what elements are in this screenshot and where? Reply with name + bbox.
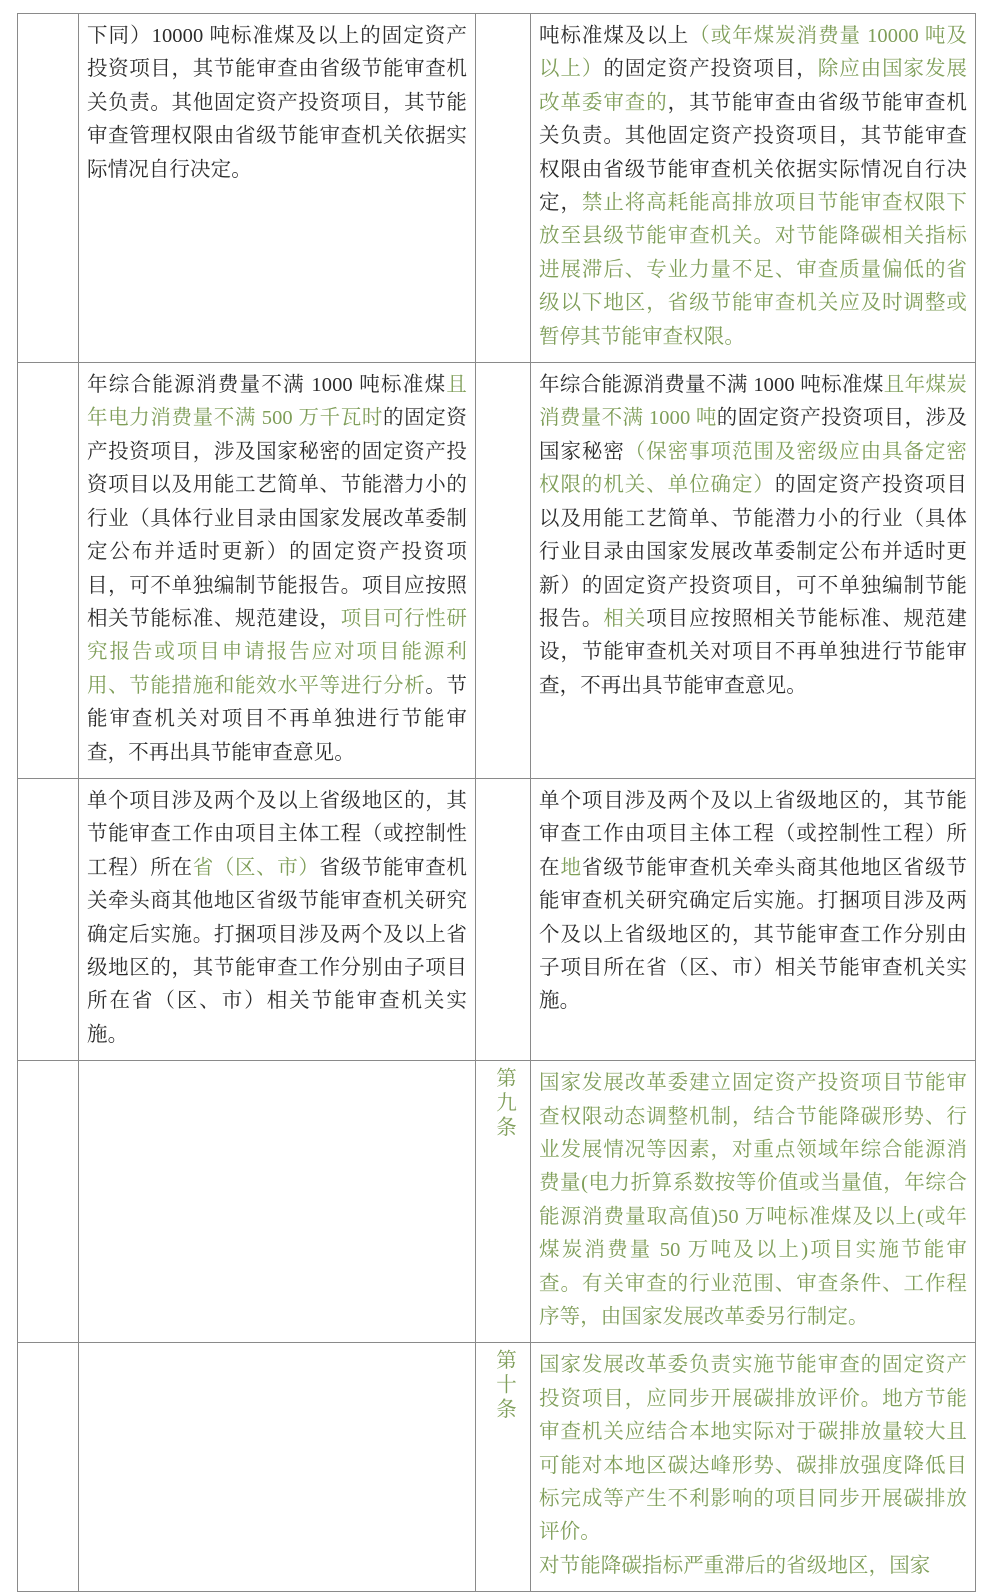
old-text-cell — [79, 778, 476, 1060]
table-row — [18, 14, 976, 363]
old-text-body — [87, 20, 467, 187]
row-index-right-cell — [476, 1343, 531, 1592]
article-label-right: 第十条 — [492, 1349, 515, 1423]
text-segment: 的固定资产投资项目以及用能工艺简单、节能潜力小的行业（具体行业目录由国家发展改革委制定公布并适时更新）的固定资产投资项目，可不单独编制节能报告。 — [539, 474, 967, 630]
text-segment: 。节能审查机关对项目不再单独进行节能审查，不再出具节能审查意见。 — [87, 674, 467, 764]
text-segment: 的固定资产投资项目，涉及国家秘密 — [539, 407, 967, 463]
text-segment-revised: （保密事项范围及密级应由具备定密权限的机关、单位确定） — [539, 440, 967, 497]
text-segment: 省级节能审查机关牵头商其他地区省级节能审查机关研究确定后实施。打捆项目涉及两个及以上省级地区的，其节能审查工作分别由子项目所在省（区、市）相关节能审查机关实施。 — [87, 856, 467, 1046]
article-label-wrap — [484, 1349, 522, 1423]
table-row — [18, 363, 976, 779]
text-segment: 项目应按照相关节能标准、规范建设，节能审查机关对项目不再单独进行节能审查，不再出具节能审查意见。 — [539, 607, 967, 697]
text-segment-revised: 且年煤炭消费量不满 1000 吨 — [539, 374, 967, 430]
new-text-cell — [531, 1343, 976, 1592]
old-text-cell-empty — [79, 1061, 476, 1343]
new-text-cell — [531, 14, 976, 363]
text-segment-revised: 禁止将高耗能高排放项目节能审查权限下放至县级节能审查机关。对节能降碳相关指标进展滞后、专业力量不足、审查质量偏低的省级以下地区，省级节能审查机关应及时调整或暂停其节能审查权限。 — [539, 192, 967, 348]
old-text-body — [87, 369, 467, 770]
table-row — [18, 1061, 976, 1343]
text-segment: 省级节能审查机关牵头商其他地区省级节能审查机关研究确定后实施。打捆项目涉及两个及以上省级地区的，其节能审查工作分别由子项目所在省（区、市）相关节能审查机关实施。 — [539, 856, 967, 1013]
new-text-paragraph-1: 国家发展改革委负责实施节能审查的固定资产投资项目，应同步开展碳排放评价。地方节能审查机关应结合本地实际对于碳排放量较大且可能对本地区碳达峰形势、碳排放强度降低目标完成等产生不利影响的项目同步开展碳排放评价。 — [539, 1354, 967, 1544]
text-segment-revised: 除应由国家发展改革委审查的 — [539, 58, 967, 114]
article-label-right: 第九条 — [492, 1067, 515, 1141]
article-label-wrap — [484, 1067, 522, 1141]
old-text-cell — [79, 14, 476, 363]
new-text-paragraph-2: 对节能降碳指标严重滞后的省级地区，国家 — [539, 1554, 931, 1577]
new-text-cell — [531, 363, 976, 779]
regulation-comparison-table — [17, 13, 976, 1592]
text-segment: 单个项目涉及两个及以上省级地区的，其节能审查工作由项目主体工程（或控制性工程）所在 — [87, 789, 467, 879]
row-index-left-cell — [18, 1343, 79, 1592]
text-segment-revised: 省（区、市） — [192, 856, 320, 879]
text-segment-revised: 地 — [560, 856, 582, 879]
old-text-cell — [79, 363, 476, 779]
new-text-body — [539, 369, 967, 703]
new-text-body — [539, 20, 967, 354]
old-text-cell-empty — [79, 1343, 476, 1592]
new-text-cell — [531, 1061, 976, 1343]
text-segment: 年综合能源消费量不满 1000 吨标准煤 — [87, 374, 447, 397]
text-segment: 的固定资产投资项目， — [603, 58, 818, 81]
new-text-body — [539, 785, 967, 1019]
new-text-body — [539, 1067, 967, 1334]
old-text-body — [87, 785, 467, 1052]
text-segment-revised: 项目可行性研究报告或项目申请报告应对项目能源利用、节能措施和能效水平等进行分析 — [87, 607, 467, 697]
text-segment-revised: 相关 — [603, 607, 647, 630]
text-segment: 的固定资产投资项目，涉及国家秘密的固定资产投资项目以及用能工艺简单、节能潜力小的行业（具体行业目录由国家发展改革委制定公布并适时更新）的固定资产投资项目，可不单独编制节能报告。项目应按照相关节能标准、规范建设， — [87, 407, 468, 630]
text-segment: 下同）10000 吨标准煤及以上的固定资产投资项目，其节能审查由省级节能审查机关负责。其他固定资产投资项目，其节能审查管理权限由省级节能审查机关依据实际情况自行决定。 — [87, 25, 467, 181]
row-index-left-cell — [18, 1061, 79, 1343]
row-index-left-cell — [18, 14, 79, 363]
row-index-right-cell — [476, 1061, 531, 1343]
text-segment: 年综合能源消费量不满 1000 吨标准煤 — [539, 374, 884, 397]
row-index-right-cell — [476, 14, 531, 363]
row-index-left-cell — [18, 363, 79, 779]
text-segment-revised: 且年电力消费量不满 500 万千瓦时 — [87, 374, 467, 430]
text-segment: 单个项目涉及两个及以上省级地区的，其节能审查工作由项目主体工程（或控制性工程）所在 — [539, 789, 967, 879]
table-row — [18, 1343, 976, 1592]
new-text-cell — [531, 778, 976, 1060]
row-index-right-cell — [476, 778, 531, 1060]
text-segment: 吨标准煤及以上 — [539, 25, 690, 47]
row-index-right-cell — [476, 363, 531, 779]
row-index-left-cell — [18, 778, 79, 1060]
table-row — [18, 778, 976, 1060]
text-segment-revised: 国家发展改革委建立固定资产投资项目节能审查权限动态调整机制，结合节能降碳形势、行业发展情况等因素，对重点领域年综合能源消费量(电力折算系数按等价值或当量值，年综合能源消费量取高值)50 万吨标准煤及以上(或年煤炭消费量 50 万吨及以上)项目实施节能审查。有关审查的行业范围、审查条件、工作程序等，由国家发展改革委另行制定。 — [539, 1072, 967, 1329]
text-segment: ，其节能审查由省级节能审查机关负责。其他固定资产投资项目，其节能审查权限由省级节能审查机关依据实际情况自行决定， — [539, 91, 967, 215]
text-segment-revised: （或年煤炭消费量 10000 吨及以上） — [539, 25, 967, 81]
